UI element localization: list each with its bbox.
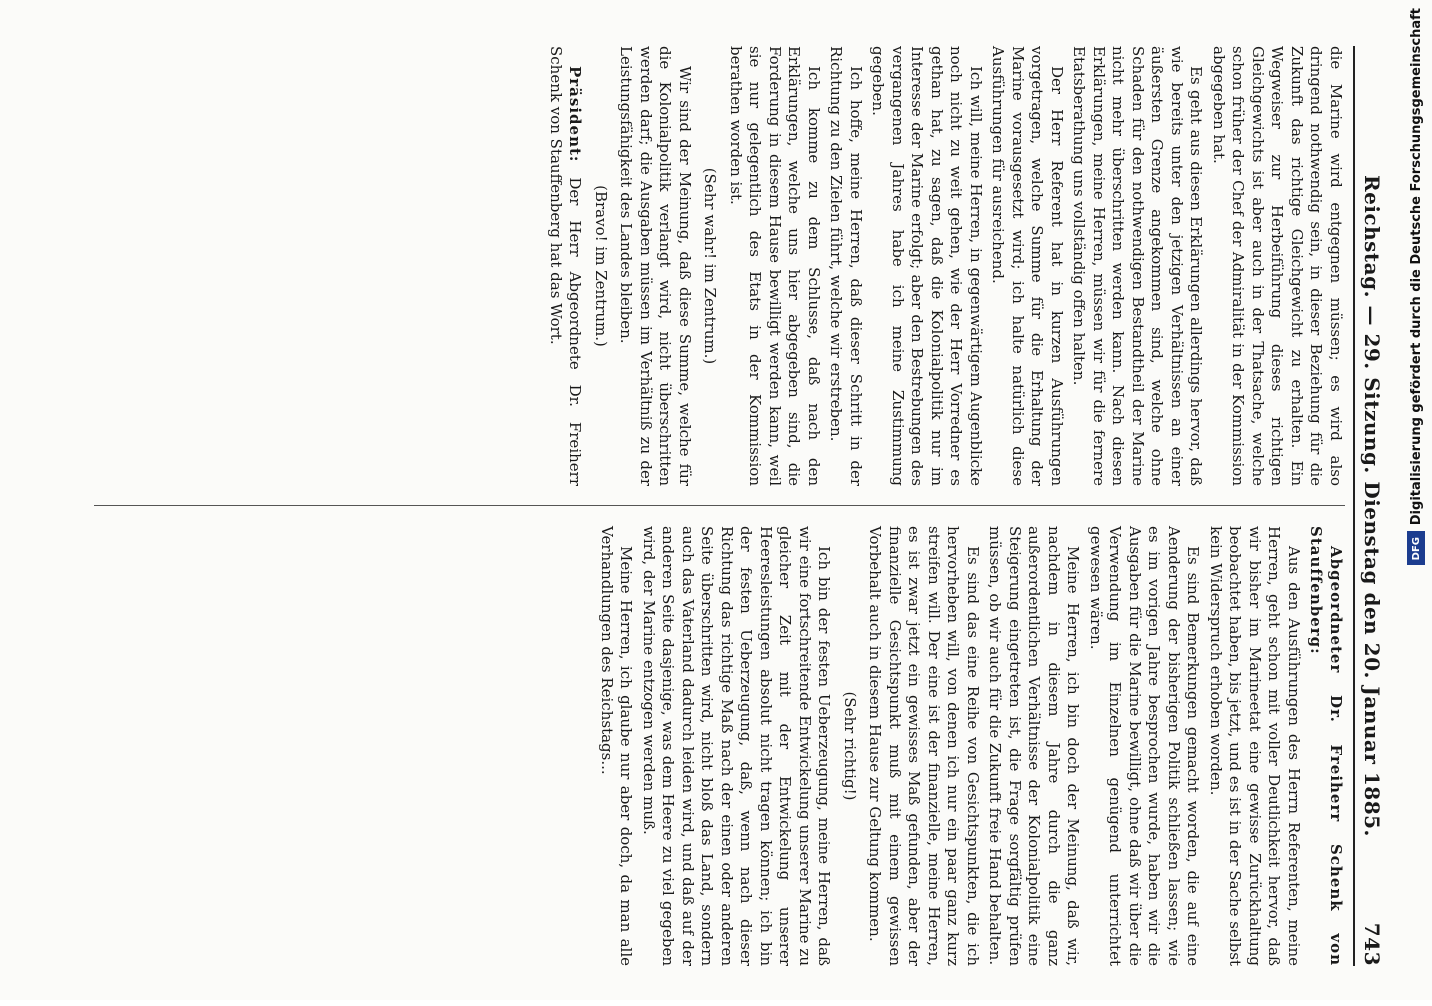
header-rule: [1353, 46, 1355, 966]
paragraph: Meine Herren, ich glaube nur aber doch, da man alle Verhandlungen des Reichstags...: [598, 526, 636, 966]
left-column: [88, 46, 1345, 486]
footer-credit: Digitalisierung gefördert durch die Deutsche Forschungsgemeinschaft: [1408, 8, 1424, 526]
speaker-label: Abgeordneter Dr. Freiherr Schenk von Stauffenberg:: [1307, 526, 1345, 966]
column-divider: [94, 505, 1345, 506]
right-column: [88, 526, 1345, 966]
dfg-logo: DFG: [1407, 531, 1425, 565]
paragraph: Es sind Bemerkungen gemacht worden, die auf eine Aenderung der bisherigen Politik schließen lassen; wie es im vorigen Jahre besprochen wurde, haben wir die Ausgaben für die Marine bewilligt, ohne daß wir über die Verwendung im Einzelnen genügend unterrichtet gewesen wären.: [1087, 526, 1203, 966]
speaker-label: Präsident:: [566, 66, 585, 163]
page-title: Reichstag. — 29. Sitzung. Dienstag den 20. Januar 1885.: [1360, 174, 1384, 838]
paragraph: Es geht aus diesen Erklärungen allerdings hervor, daß wie bereits unter den jetzigen Verhältnissen an einer äußersten Grenze angekommen sind, welche ohne Schaden für den nothwendigen Bestandtheil der Marine nicht mehr überschritten werden kann. Nach diesen Erklärungen, meine Herren, müssen wir für die fernere Etatsberathung uns vollständig offen halten.: [1070, 46, 1206, 486]
paragraph: Ich komme zu dem Schlusse, daß nach den Erklärungen, welche uns hier abgegeben sind, die Forderung in diesem Hause bewilligt werden kann, weil sie nur gelegentlich des Etats in der Kommission berathen worden ist.: [727, 46, 823, 486]
paragraph: Meine Herren, ich bin doch der Meinung, daß wir, nachdem in diesem Jahre durch die ganz außerordentlichen Verhältnisse der Kolonialpolitik eine Steigerung eingetreten ist, die Frage sorgfältig prüfen müssen, ob wir auch für die Zukunft freie Hand behalten.: [986, 526, 1083, 966]
page-number: 743: [1360, 922, 1384, 966]
paragraph: Aus den Ausführungen des Herrn Referenten, meine Herren, geht schon mit voller Deutlichkeit hervor, daß wir bisher im Marineetat eine gewisse Zurückhaltung beobachtet haben, bis jetzt, und es ist in der Sache selbst kein Widerspruch erhoben worden.: [1207, 526, 1303, 966]
rotated-document-page: [78, 6, 1393, 1006]
page-header: [1359, 46, 1385, 966]
speaker-text: Der Herr Abgeordnete Dr. Freiherr Schenk von Stauffenberg hat das Wort.: [547, 46, 585, 486]
paragraph: Ich will, meine Herren, in gegenwärtigem Augenblicke noch nicht zu weit gehen, wie der Herr Vorredner es gethan hat, zu sagen, daß die Kolonialpolitik nur im Interesse der Marine erfolgt; aber den Bestrebungen des vergangenen Jahres habe ich meine Zustimmung gegeben.: [869, 46, 985, 486]
interjection: (Sehr wahr! im Zentrum.): [701, 167, 720, 365]
interjection: (Sehr richtig!): [841, 691, 859, 801]
paragraph: Ich bin der festen Ueberzeugung, meine Herren, daß wir eine fortschreitende Entwickelung unserer Marine zu gleicher Zeit mit der Entwickelung unserer Heeresleistungen absolut nicht tragen können; ich bin der festen Ueberzeugung, daß, wenn nach dieser Richtung das richtige Maß nach der einen oder anderen Seite überschritten wird, nicht bloß das Land, sondern auch das Vaterland dadurch leiden wird, und daß auf der anderen Seite dasjenige, was dem Heere zu viel gegeben wird, der Marine entzogen werden muß.: [640, 526, 834, 966]
paragraph: Ich hoffe, meine Herren, daß dieser Schritt in der Richtung zu den Zielen führt, welche wir erstreben.: [827, 46, 865, 486]
interjection: (Bravo! im Zentrum.): [592, 185, 610, 347]
paragraph: Wir sind der Meinung, daß diese Summe, welche für die Kolonialpolitik verlangt wird, nicht überschritten werden darf; die Ausgaben müssen im Verhältniß zu der Leistungsfähigkeit des Landes bleiben.: [617, 46, 694, 486]
paragraph: die Marine wird entgegnen müssen; es wird also dringend nothwendig sein, in dieser Beziehung für die Zukunft das richtige Gleichgewicht zu erhalten. Ein Wegweiser zur Herbeiführung dieses richtigen Gleichgewichts ist aber auch in der Thatsache, welche schon früher der Chef der Admiralität in der Kommission abgegeben hat.: [1210, 46, 1345, 486]
digitization-footer: [1406, 8, 1426, 992]
paragraph: Es sind das eine Reihe von Gesichtspunkten, die ich hervorheben will, von denen ich nur ein paar ganz kurz streifen will. Der eine ist der finanzielle, meine Herren, es ist zwar jetzt ein gewisses Maß gefunden, aber der finanzielle Gesichtspunkt muß mit einem gewissen Vorbehalt auch in diesem Hause zur Geltung kommen.: [866, 526, 982, 966]
paragraph: Der Herr Referent hat in kurzen Ausführungen vorgetragen, welche Summe für die Erhaltung der Marine vorausgesetzt wird; ich halte natürlich diese Ausführungen für ausreichend.: [989, 46, 1066, 486]
